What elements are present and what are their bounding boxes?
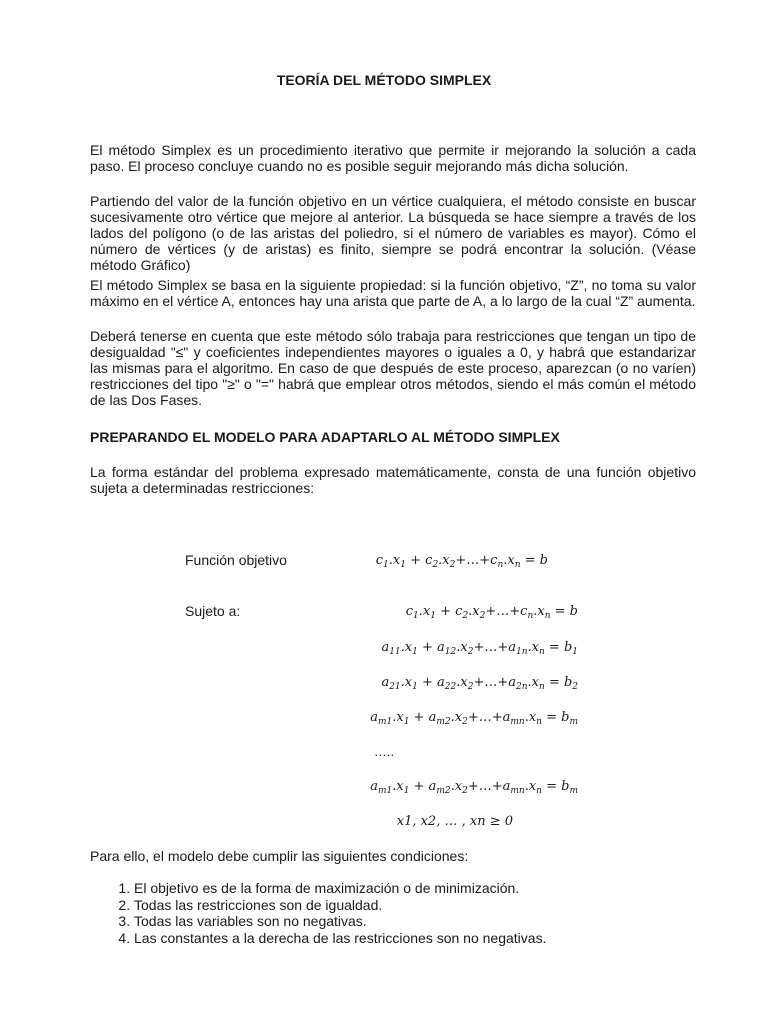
paragraph-3: El método Simplex se basa en la siguiente propiedad: si la función objetivo, “Z”, no toma su valor máximo en el vértice A, entonces hay una arista que parte de A, a lo largo de la cual “Z” aumenta. xyxy=(90,277,696,309)
constraint-3-text: $a_{21}.x_1$ + $a_{22}.x_2+\dots+a_{2n}.x_n = b_2$ xyxy=(381,675,578,692)
constraint-4-text: $a_{m1}.x_1$ + $a_{m2}.x_2+\dots+a_{mn}.x_n = b_m$ xyxy=(370,710,578,727)
paragraph-2: Partiendo del valor de la función objetivo en un vértice cualquiera, el método consiste en buscar sucesivamente otro vértice que mejore al anterior. La búsqueda se hace siempre a través de los lados del polígono (o de las aristas del poliedro, si el número de variables es mayor). Cómo el número de vértices (y de aristas) es finito, siempre se podrá encontrar la solución. (Véase método Gráfico) xyxy=(90,193,696,273)
objective-equation xyxy=(376,553,548,569)
condition-item: 1. El objetivo es de la forma de maximización o de minimización. xyxy=(134,880,546,897)
conditions-list xyxy=(90,880,546,946)
constraint-5-text: $a_{m1}.x_1$ + $a_{m2}.x_2+\dots+a_{mn}.x_n = b_m$ xyxy=(370,779,578,796)
constraint-2-equation xyxy=(381,640,578,656)
conditions-intro: Para ello, el modelo debe cumplir las siguientes condiciones: xyxy=(90,848,469,864)
constraint-5-equation xyxy=(370,779,578,795)
condition-item: 2. Todas las restricciones son de igualdad. xyxy=(134,897,546,914)
constraint-1-equation xyxy=(406,604,578,620)
objective-label: Función objetivo xyxy=(185,552,287,568)
objective-equation-text: $c_1.x_1$ + $c_2.x_2+\dots+c_n.x_n = b$ xyxy=(375,553,548,570)
condition-item: 3. Todas las variables son no negativas. xyxy=(134,913,546,930)
constraint-2-text: $a_{11}.x_1$ + $a_{12}.x_2+\dots+a_{1n}.x_n = b_1$ xyxy=(381,640,578,657)
document-title: TEORÍA DEL MÉTODO SIMPLEX xyxy=(276,72,492,88)
paragraph-4: Deberá tenerse en cuenta que este método sólo trabaja para restricciones que tengan un tipo de desigualdad "≤" y coeficientes independientes mayores o iguales a 0, y habrá que estandarizar las mismas para el algoritmo. En caso de que después de este proceso, aparezcan (o no varíen) restricciones del tipo "≥" o "=" habrá que emplear otros métodos, siendo el más común el método de las Dos Fases. xyxy=(90,328,696,408)
ellipsis-row: ….. xyxy=(373,744,395,759)
nonnegativity-equation: x1, x2, … , xn ≥ 0 xyxy=(396,814,513,829)
subject-label: Sujeto a: xyxy=(185,603,241,619)
paragraph-1: El método Simplex es un procedimiento iterativo que permite ir mejorando la solución a cada paso. El proceso concluye cuando no es posible seguir mejorando más dicha solución. xyxy=(90,142,696,174)
condition-item: 4. Las constantes a la derecha de las restricciones son no negativas. xyxy=(134,930,546,947)
constraint-3-equation xyxy=(381,675,578,691)
constraint-1-text: $c_1.x_1$ + $c_2.x_2+\dots+c_n.x_n = b$ xyxy=(405,604,578,621)
section-heading: PREPARANDO EL MODELO PARA ADAPTARLO AL MÉTODO SIMPLEX xyxy=(90,429,560,445)
constraint-4-equation xyxy=(370,710,578,726)
intro-paragraph: La forma estándar del problema expresado matemáticamente, consta de una función objetivo sujeta a determinadas restricciones: xyxy=(90,464,696,496)
